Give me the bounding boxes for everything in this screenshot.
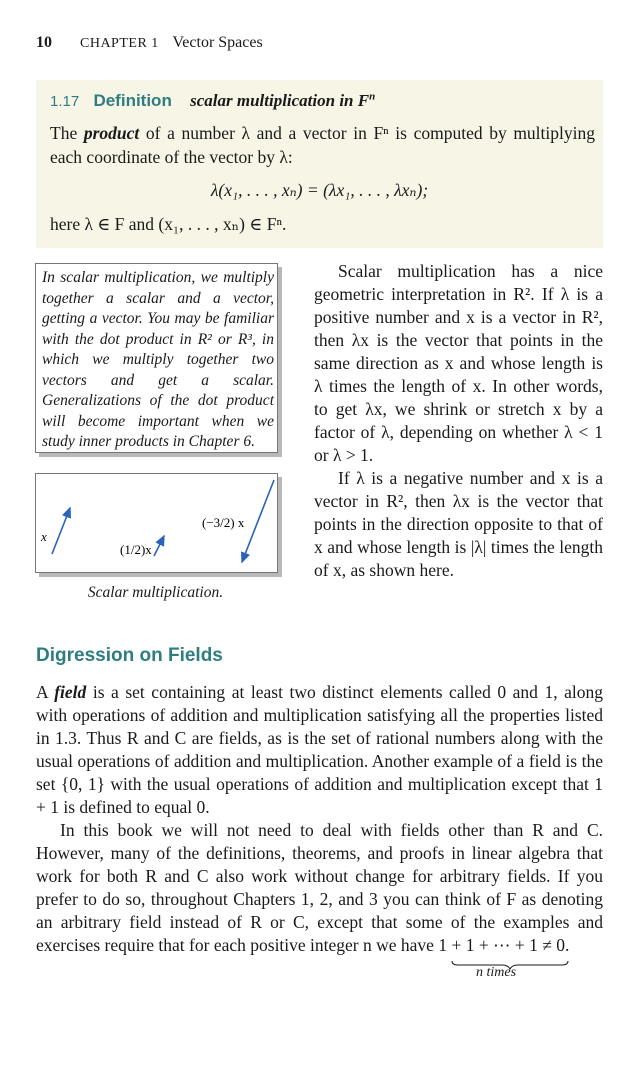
definition-heading bbox=[50, 90, 375, 111]
vector-x-arrow bbox=[52, 508, 70, 554]
paragraph: A field is a set containing at least two distinct elements called 0 and 1, along with operations of addition and multiplication satisfying all the properties listed in 1.3. Thus R and C are fields, as is the set of rational numbers along with the usual operations of addition and multiplication. Another example of a field is the set {0, 1} with the usual operations of addition and multiplication except that 1 + 1 is defined to equal 0. bbox=[36, 682, 603, 817]
brace-label: n times bbox=[476, 965, 517, 980]
margin-note-text: In scalar multiplication, we multiply together a scalar and a vector, getting a vector. You may be familiar with the dot product in R² or R³, in which we multiply together two vectors and get a scalar. Generalizations of the dot product will become important when we study inner products in Chapter 6. bbox=[42, 269, 274, 450]
definition-body: The product of a number λ and a vector in Fⁿ is computed by multiplying each coordinate of the vector by λ: bbox=[50, 123, 595, 167]
figure-caption: Scalar multiplication. bbox=[87, 584, 224, 601]
vector-neg-x-arrow bbox=[242, 480, 274, 562]
paragraph: If λ is a negative number and x is a vector in R², then λx is the vector that points in the direction opposite to that of x and whose length is |λ| times the length of x, as shown here. bbox=[314, 468, 603, 580]
section-body bbox=[36, 681, 603, 957]
defined-term: product bbox=[83, 123, 140, 143]
running-header bbox=[36, 34, 263, 52]
definition-formula: λ(x₁, . . . , xₙ) = (λx₁, . . . , λxₙ); bbox=[210, 180, 429, 200]
chapter-label: CHAPTER 1 bbox=[80, 36, 159, 51]
chapter-title: Vector Spaces bbox=[172, 34, 263, 51]
paragraph: In this book we will not need to deal with fields other than R and C. However, many of the definitions, theorems, and proofs in linear algebra that work for both R and C also work without change for arbitrary fields. If you prefer to do so, throughout Chapters 1, 2, and 3 you can think of F as denoting an arbitrary field instead of R or C, except that some of the examples and exercises require that for each positive integer n we have 1 + 1 + ⋯ + 1 ≠ 0. bbox=[36, 820, 603, 955]
definition-where: here λ ∈ F and (x₁, . . . , xₙ) ∈ Fⁿ. bbox=[50, 214, 287, 234]
definition-title: scalar multiplication in $F^n$ bbox=[190, 90, 376, 110]
definition-word: Definition bbox=[93, 90, 172, 110]
figure-box bbox=[35, 473, 278, 573]
vector-half-x-label: (1/2)x bbox=[120, 542, 152, 557]
vector-x-label: x bbox=[41, 529, 47, 544]
scalar-multiplication-figure bbox=[36, 474, 277, 572]
definition-number: 1.17 bbox=[50, 92, 80, 110]
paragraph: Scalar multiplication has a nice geometric interpretation in R². If λ is a positive number and x is a vector in R², then λx is the vector that points in the same direction as x and whose length is λ times the length of x. In other words, to get λx, we shrink or stretch x by a factor of λ, depending on whether λ < 1 or λ > 1. bbox=[314, 261, 603, 465]
page-number: 10 bbox=[36, 34, 52, 51]
vector-neg-x-label: (−3/2) x bbox=[202, 515, 245, 530]
vector-half-x-arrow bbox=[154, 536, 164, 556]
section-heading: Digression on Fields bbox=[36, 645, 223, 666]
right-column-text bbox=[314, 260, 603, 582]
defined-term: field bbox=[54, 682, 87, 702]
